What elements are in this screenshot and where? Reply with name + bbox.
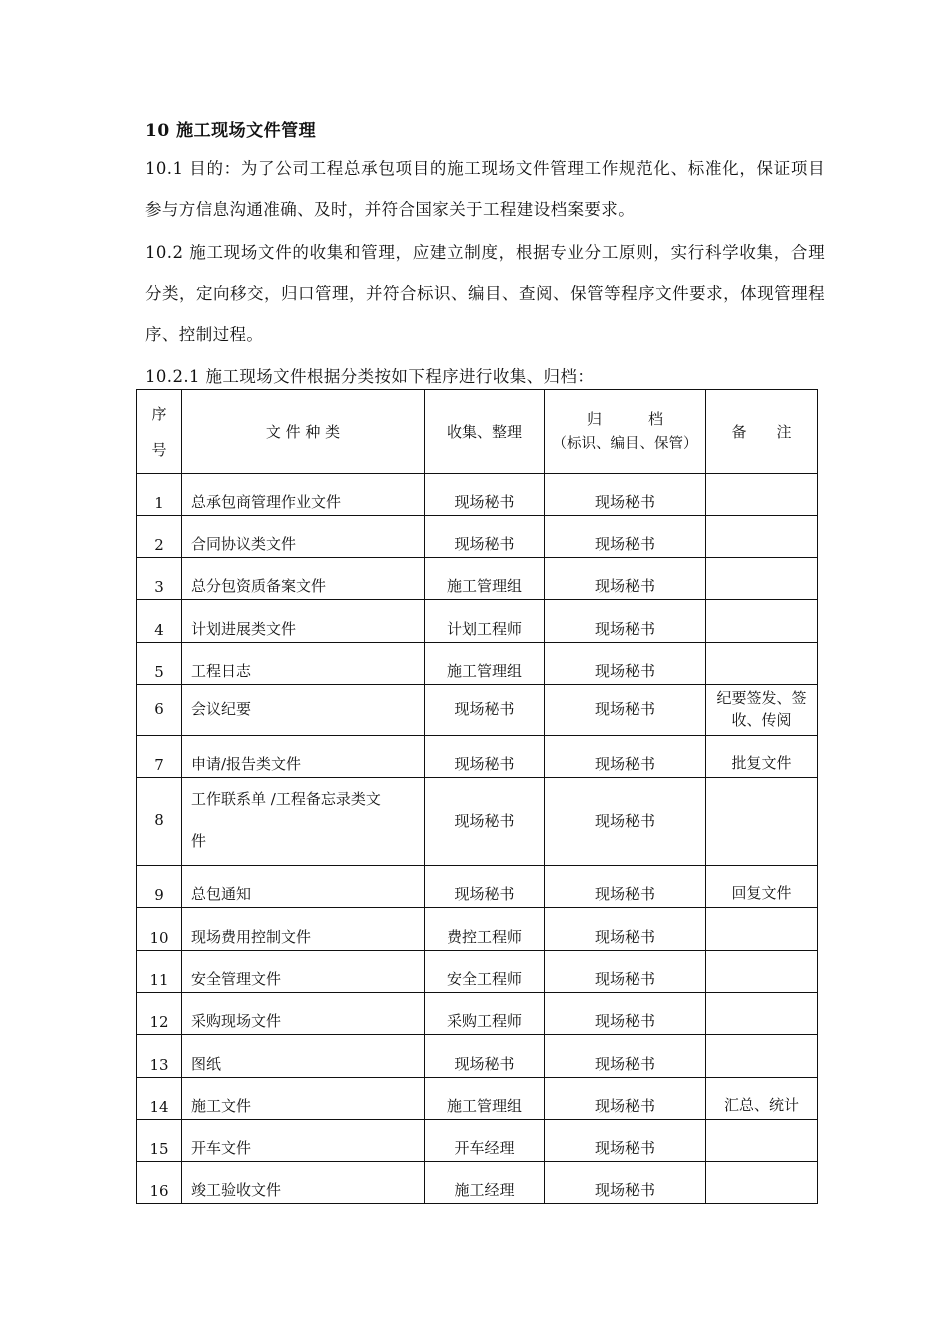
row-file-type-line1: 工作联系单 /工程备忘录类文 bbox=[191, 790, 381, 808]
table-row bbox=[137, 951, 818, 993]
table-row bbox=[137, 685, 818, 736]
row-archiver: 现场秘书 bbox=[545, 866, 706, 908]
row-remark: 汇总、统计 bbox=[706, 1078, 818, 1120]
paragraph-collection-rules: 10.2 施工现场文件的收集和管理，应建立制度，根据专业分工原则，实行科学收集，合理分类，定向移交，归口管理，并符合标识、编目、查阅、保管等程序文件要求，体现管理程序、控制过程。 bbox=[145, 243, 825, 344]
row-archiver: 现场秘书 bbox=[545, 685, 706, 736]
row-number: 12 bbox=[137, 993, 182, 1035]
row-remark bbox=[706, 643, 818, 685]
row-number: 2 bbox=[137, 516, 182, 558]
row-number: 13 bbox=[137, 1035, 182, 1078]
row-collector: 采购工程师 bbox=[425, 993, 545, 1035]
header-file-type: 文 件 种 类 bbox=[182, 390, 425, 474]
table-row bbox=[137, 474, 818, 516]
header-remark-char2: 注 bbox=[776, 423, 792, 441]
row-file-type: 现场费用控制文件 bbox=[182, 908, 425, 951]
row-number: 1 bbox=[137, 474, 182, 516]
row-archiver: 现场秘书 bbox=[545, 951, 706, 993]
table-row bbox=[137, 866, 818, 908]
row-archiver: 现场秘书 bbox=[545, 778, 706, 866]
row-archiver: 现场秘书 bbox=[545, 1078, 706, 1120]
row-file-type: 总承包商管理作业文件 bbox=[182, 474, 425, 516]
table-row bbox=[137, 1120, 818, 1162]
row-archiver: 现场秘书 bbox=[545, 1035, 706, 1078]
row-archiver: 现场秘书 bbox=[545, 516, 706, 558]
row-archiver: 现场秘书 bbox=[545, 474, 706, 516]
row-collector: 施工经理 bbox=[425, 1162, 545, 1204]
row-collector: 现场秘书 bbox=[425, 685, 545, 736]
row-collector: 施工管理组 bbox=[425, 558, 545, 600]
paragraph-purpose: 10.1 目的：为了公司工程总承包项目的施工现场文件管理工作规范化、标准化，保证项目参与方信息沟通准确、及时，并符合国家关于工程建设档案要求。 bbox=[145, 159, 825, 219]
row-number: 7 bbox=[137, 736, 182, 778]
row-archiver: 现场秘书 bbox=[545, 558, 706, 600]
table-row bbox=[137, 1078, 818, 1120]
row-remark bbox=[706, 1035, 818, 1078]
row-remark bbox=[706, 778, 818, 866]
row-file-type: 竣工验收文件 bbox=[182, 1162, 425, 1204]
header-collect: 收集、整理 bbox=[425, 390, 545, 474]
row-number: 14 bbox=[137, 1078, 182, 1120]
row-number: 9 bbox=[137, 866, 182, 908]
header-remark bbox=[706, 390, 818, 474]
table-row bbox=[137, 736, 818, 778]
header-serial-number bbox=[137, 390, 182, 474]
row-number: 16 bbox=[137, 1162, 182, 1204]
row-archiver: 现场秘书 bbox=[545, 1120, 706, 1162]
row-file-type: 总分包资质备案文件 bbox=[182, 558, 425, 600]
section-heading: 10 施工现场文件管理 bbox=[145, 121, 317, 141]
row-number: 11 bbox=[137, 951, 182, 993]
row-archiver: 现场秘书 bbox=[545, 1162, 706, 1204]
row-collector: 现场秘书 bbox=[425, 778, 545, 866]
header-archive-char1: 归 bbox=[586, 410, 602, 428]
row-file-type: 合同协议类文件 bbox=[182, 516, 425, 558]
row-file-type-line2: 件 bbox=[191, 832, 207, 850]
row-number: 6 bbox=[137, 685, 182, 736]
row-remark bbox=[706, 516, 818, 558]
row-number: 3 bbox=[137, 558, 182, 600]
row-remark-line2: 收、传阅 bbox=[731, 710, 792, 729]
file-archive-table bbox=[136, 389, 818, 1204]
table-row bbox=[137, 643, 818, 685]
header-remark-char1: 备 bbox=[731, 423, 747, 441]
table-row bbox=[137, 778, 818, 866]
row-file-type: 采购现场文件 bbox=[182, 993, 425, 1035]
header-serial-line2: 号 bbox=[151, 440, 167, 459]
row-archiver: 现场秘书 bbox=[545, 736, 706, 778]
table-row bbox=[137, 558, 818, 600]
header-archive-subtitle: （标识、编目、保管） bbox=[552, 436, 698, 452]
row-collector: 开车经理 bbox=[425, 1120, 545, 1162]
row-file-type: 计划进展类文件 bbox=[182, 600, 425, 643]
row-collector: 施工管理组 bbox=[425, 1078, 545, 1120]
row-number: 8 bbox=[137, 778, 182, 866]
row-remark bbox=[706, 558, 818, 600]
header-serial-line1: 序 bbox=[151, 404, 167, 423]
row-number: 4 bbox=[137, 600, 182, 643]
table-row bbox=[137, 1162, 818, 1204]
header-archive bbox=[545, 390, 706, 474]
row-remark bbox=[706, 993, 818, 1035]
table-row bbox=[137, 908, 818, 951]
table-row bbox=[137, 1035, 818, 1078]
table-row bbox=[137, 516, 818, 558]
row-collector: 安全工程师 bbox=[425, 951, 545, 993]
row-collector: 施工管理组 bbox=[425, 643, 545, 685]
row-file-type: 总包通知 bbox=[182, 866, 425, 908]
row-remark bbox=[706, 908, 818, 951]
row-archiver: 现场秘书 bbox=[545, 600, 706, 643]
row-number: 5 bbox=[137, 643, 182, 685]
row-file-type: 开车文件 bbox=[182, 1120, 425, 1162]
row-file-type: 安全管理文件 bbox=[182, 951, 425, 993]
table-row bbox=[137, 993, 818, 1035]
row-file-type: 施工文件 bbox=[182, 1078, 425, 1120]
row-collector: 费控工程师 bbox=[425, 908, 545, 951]
row-remark: 批复文件 bbox=[706, 736, 818, 778]
table-row bbox=[137, 600, 818, 643]
row-collector: 现场秘书 bbox=[425, 516, 545, 558]
row-archiver: 现场秘书 bbox=[545, 908, 706, 951]
row-collector: 现场秘书 bbox=[425, 474, 545, 516]
row-collector: 现场秘书 bbox=[425, 1035, 545, 1078]
row-collector: 现场秘书 bbox=[425, 866, 545, 908]
row-remark bbox=[706, 1162, 818, 1204]
row-file-type bbox=[182, 778, 425, 866]
table-header-row bbox=[137, 390, 818, 474]
row-collector: 计划工程师 bbox=[425, 600, 545, 643]
row-remark bbox=[706, 474, 818, 516]
row-number: 10 bbox=[137, 908, 182, 951]
row-remark bbox=[706, 951, 818, 993]
row-remark bbox=[706, 600, 818, 643]
row-remark bbox=[706, 1120, 818, 1162]
paragraph-table-intro: 10.2.1 施工现场文件根据分类按如下程序进行收集、归档： bbox=[145, 367, 595, 386]
row-remark: 回复文件 bbox=[706, 866, 818, 908]
header-archive-char2: 档 bbox=[648, 410, 664, 428]
row-remark-line1: 纪要签发、签 bbox=[716, 688, 807, 707]
row-archiver: 现场秘书 bbox=[545, 643, 706, 685]
row-file-type: 图纸 bbox=[182, 1035, 425, 1078]
row-collector: 现场秘书 bbox=[425, 736, 545, 778]
row-file-type: 申请/报告类文件 bbox=[182, 736, 425, 778]
row-number: 15 bbox=[137, 1120, 182, 1162]
row-remark bbox=[706, 685, 818, 736]
row-archiver: 现场秘书 bbox=[545, 993, 706, 1035]
row-file-type: 会议纪要 bbox=[182, 685, 425, 736]
row-file-type: 工程日志 bbox=[182, 643, 425, 685]
